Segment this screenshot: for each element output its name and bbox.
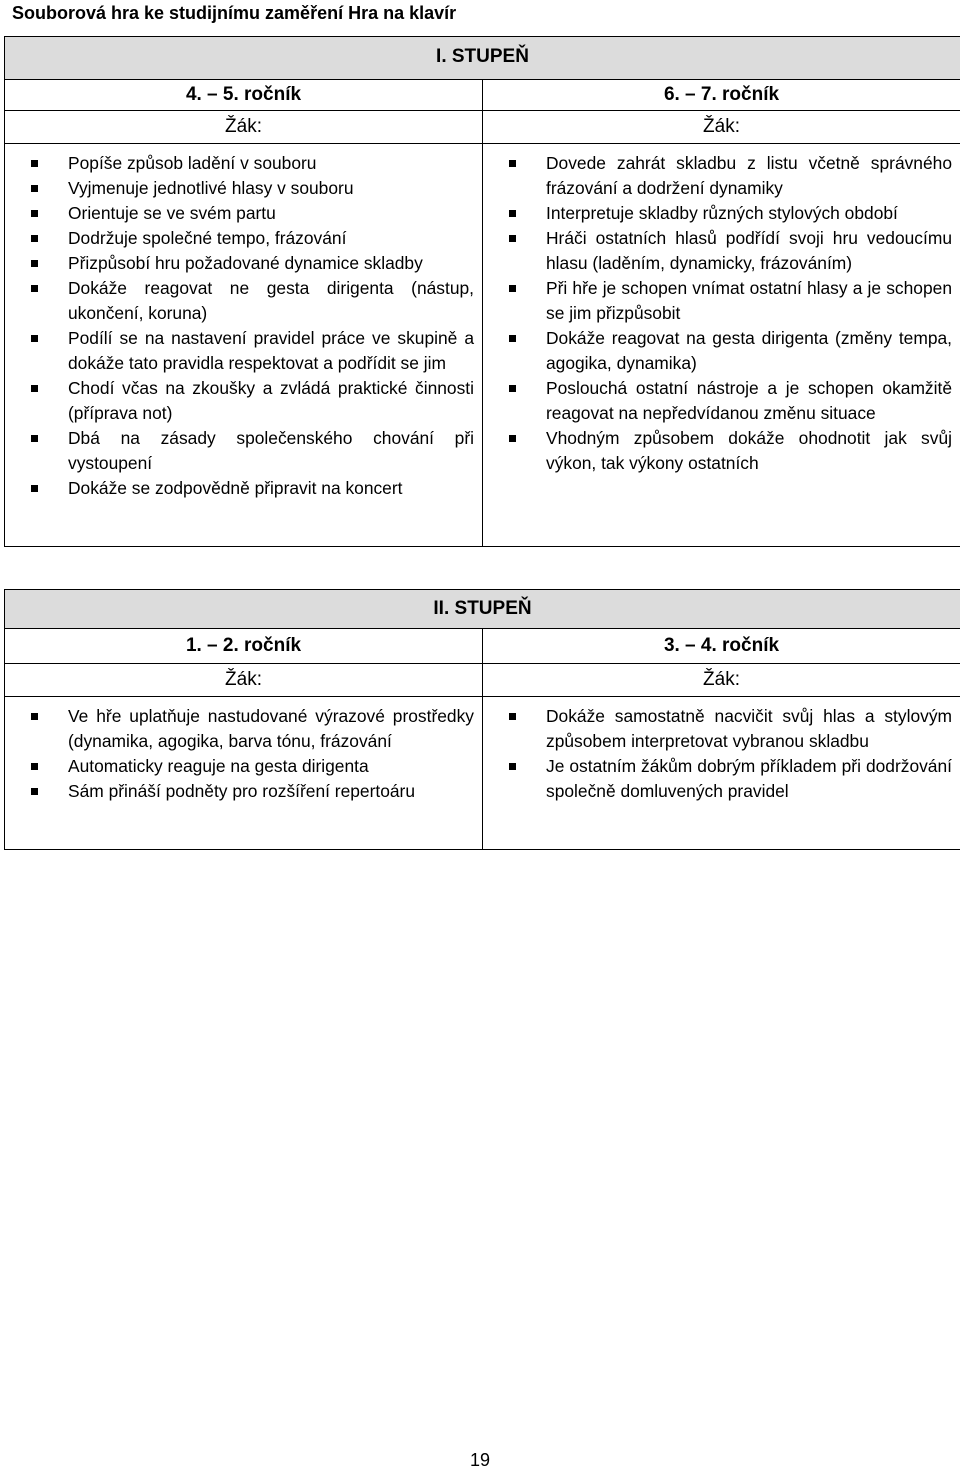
list-item: Vyjmenuje jednotlivé hlasy v souboru	[13, 176, 474, 201]
stupen-1-table	[4, 36, 960, 547]
list-item: Chodí včas na zkoušky a zvládá praktické činnosti (příprava not)	[13, 376, 474, 426]
list-item: Dodržuje společné tempo, frázování	[13, 226, 474, 251]
list-item: Orientuje se ve svém partu	[13, 201, 474, 226]
list-item: Automaticky reaguje na gesta dirigenta	[13, 754, 474, 779]
zak-label-right: Žák:	[483, 111, 960, 144]
competency-list-left	[5, 697, 482, 804]
list-item: Dokáže se zodpovědně připravit na koncert	[13, 476, 474, 501]
list-item: Podílí se na nastavení pravidel práce ve skupině a dokáže tato pravidla respektovat a podřídit se jim	[13, 326, 474, 376]
list-item: Přizpůsobí hru požadované dynamice skladby	[13, 251, 474, 276]
list-item: Při hře je schopen vnímat ostatní hlasy a je schopen se jim přizpůsobit	[491, 276, 952, 326]
rocnik-right: 6. – 7. ročník	[483, 80, 960, 111]
list-item: Poslouchá ostatní nástroje a je schopen okamžitě reagovat na nepředvídanou změnu situace	[491, 376, 952, 426]
rocnik-left: 4. – 5. ročník	[5, 80, 483, 111]
competency-cell-left	[5, 144, 483, 547]
stupen-2-table	[4, 589, 960, 850]
list-item: Dokáže samostatně nacvičit svůj hlas a stylovým způsobem interpretovat vybranou skladbu	[491, 704, 952, 754]
zak-label-left: Žák:	[5, 111, 483, 144]
list-item: Je ostatním žákům dobrým příkladem při dodržování společně domluvených pravidel	[491, 754, 952, 804]
page-title: Souborová hra ke studijnímu zaměření Hra na klavír	[12, 3, 457, 23]
stupen-1-heading: I. STUPEŇ	[5, 37, 960, 80]
competency-list-left	[5, 144, 482, 501]
list-item: Ve hře uplatňuje nastudované výrazové prostředky (dynamika, agogika, barva tónu, frázování	[13, 704, 474, 754]
list-item: Popíše způsob ladění v souboru	[13, 151, 474, 176]
list-item: Hráči ostatních hlasů podřídí svoji hru vedoucímu hlasu (laděním, dynamicky, frázováním)	[491, 226, 952, 276]
competency-cell-left	[5, 697, 483, 850]
competency-list-right	[483, 144, 960, 476]
list-item: Sám přináší podněty pro rozšíření repertoáru	[13, 779, 474, 804]
list-item: Dovede zahrát skladbu z listu včetně správného frázování a dodržení dynamiky	[491, 151, 952, 201]
rocnik-left: 1. – 2. ročník	[5, 629, 483, 664]
list-item: Dokáže reagovat ne gesta dirigenta (nástup, ukončení, koruna)	[13, 276, 474, 326]
zak-label-left: Žák:	[5, 664, 483, 697]
list-item: Vhodným způsobem dokáže ohodnotit jak svůj výkon, tak výkony ostatních	[491, 426, 952, 476]
list-item: Dbá na zásady společenského chování při vystoupení	[13, 426, 474, 476]
zak-label-right: Žák:	[483, 664, 960, 697]
competency-list-right	[483, 697, 960, 804]
stupen-2-heading: II. STUPEŇ	[5, 590, 960, 629]
list-item: Dokáže reagovat na gesta dirigenta (změny tempa, agogika, dynamika)	[491, 326, 952, 376]
competency-cell-right	[483, 144, 960, 547]
rocnik-right: 3. – 4. ročník	[483, 629, 960, 664]
competency-cell-right	[483, 697, 960, 850]
page-number: 19	[469, 1450, 491, 1470]
list-item: Interpretuje skladby různých stylových období	[491, 201, 952, 226]
